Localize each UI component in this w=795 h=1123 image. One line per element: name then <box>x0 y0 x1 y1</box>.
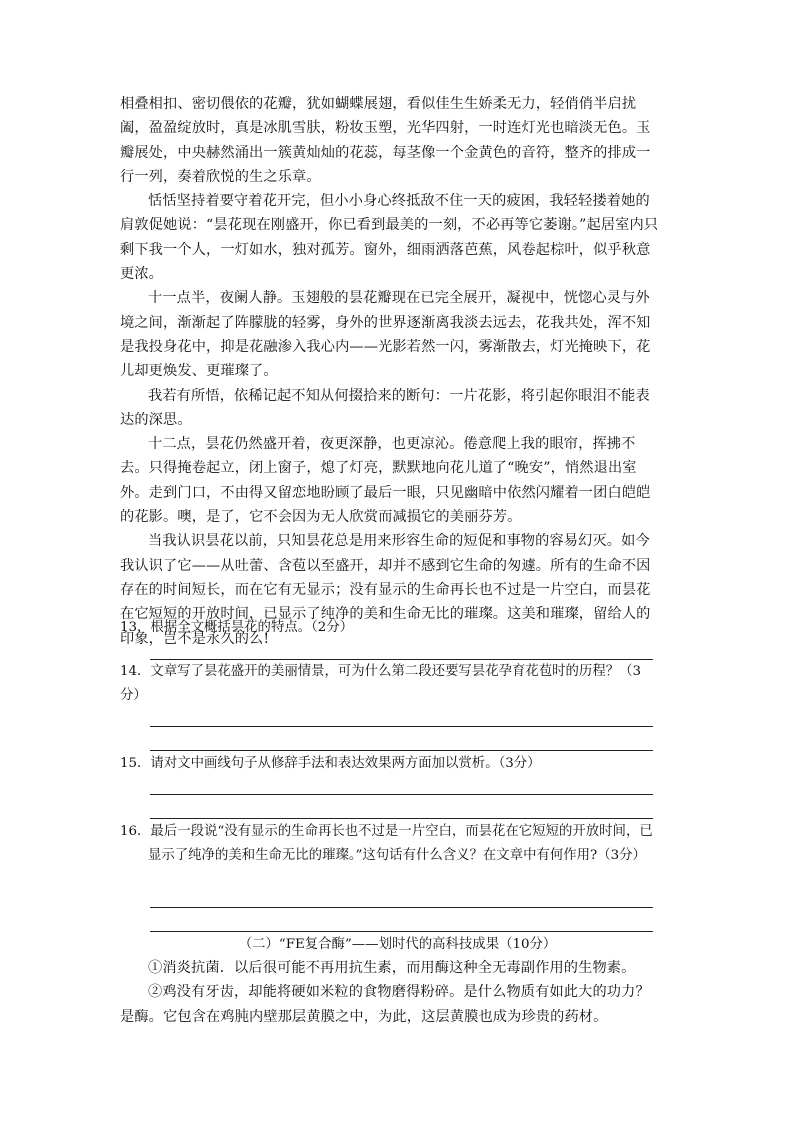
question-15-text: 15．请对文中画线句子从修辞手法和表达效果两方面加以赏析。（3分） <box>120 756 541 771</box>
section-2-body <box>120 956 660 1029</box>
passage-paragraph-3: 十一点半，夜阑人静。玉翅般的昙花瓣现在已完全展开，凝视中，恍惚心灵与外境之间，渐渐起了阵朦胧的轻雾，身外的世界逐渐离我淡去远去，花我共处，浑不知是我投身花中，抑是花融渗入我心内——光影若然一闪，雾渐散去，灯光掩映下，花儿却更焕发、更璀璨了。 <box>120 290 651 380</box>
question-16 <box>120 820 660 868</box>
question-13-text: 13．根据全文概括昙花的特点。（2分） <box>120 620 354 635</box>
answer-line-14b[interactable] <box>150 750 653 751</box>
answer-line-15b[interactable] <box>150 818 653 819</box>
answer-line-15a[interactable] <box>150 794 653 795</box>
answer-line-14a[interactable] <box>150 726 653 727</box>
question-14-text: 14．文章写了昙花盛开的美丽情景，可为什么第二段还要写昙花孕育花苞时的历程？（3分） <box>120 664 642 703</box>
passage-paragraph-5: 十二点，昙花仍然盛开着，夜更深静，也更凉沁。倦意爬上我的眼帘，挥拂不去。只得掩卷起立，闭上窗子，熄了灯亮，默默地向花儿道了“晚安”，悄然退出室外。走到门口，不由得又留恋地盼顾了最后一眼，只见幽暗中依然闪耀着一团白皑皑的花影。噢，是了，它不会因为无人欣赏而减损它的美丽芬芳。 <box>120 436 651 526</box>
section-2-paragraph-1: ①消炎抗菌．以后很可能不再用抗生素，而用酶这种全无毒副作用的生物素。 <box>148 960 636 976</box>
section-2-heading: （二）“FE复合酶”——划时代的高科技成果（10分） <box>238 937 557 952</box>
passage-paragraph-1: 相叠相扣、密切偎依的花瓣，犹如蝴蝶展翅，看似佳生生娇柔无力，轻俏俏半启扰阖，盈盈绽放时，真是冰肌雪肤，粉妆玉塑，光华四射，一时连灯光也暗淡无色。玉瓣展处，中央赫然涌出一簇黄灿灿的花蕊，每茎像一个金黄色的音符，整齐的排成一行一列，奏着欣悦的生之乐章。 <box>120 96 651 185</box>
question-13 <box>120 616 660 640</box>
question-16-text: 16．最后一段说“没有显示的生命再长也不过是一片空白，而昙花在它短短的开放时间，已显示了纯净的美和生命无比的璀璨。”这句话有什么含义？在文章中有何作用?（3分） <box>120 824 653 863</box>
answer-line-16b[interactable] <box>150 931 653 932</box>
section-2-paragraph-2: ②鸡没有牙齿，却能将硬如米粒的食物磨得粉碎。是什么物质有如此大的功力？是酶。它包含在鸡肫内壁那层黄膜之中，为此，这层黄膜也成为珍贵的药材。 <box>120 984 650 1025</box>
question-15 <box>120 752 660 776</box>
passage-paragraph-2: 恬恬坚持着要守着花开完，但小小身心终抵敌不住一天的疲困，我轻轻搂着她的肩敦促她说：“昙花现在刚盛开，你已看到最美的一刻，不必再等它萎谢。”起居室内只剩下我一个人，一灯如水，独对孤芳。窗外，细雨洒落芭蕉，风卷起棕叶，似乎秋意更浓。 <box>120 193 659 283</box>
passage-paragraph-4: 我若有所悟，依稀记起不知从何掇拾来的断句：一片花影，将引起你眼泪不能表达的深思。 <box>120 387 650 428</box>
passage-body <box>120 92 660 651</box>
answer-line-16a[interactable] <box>150 907 653 908</box>
passage-paragraph-6: 当我认识昙花以前，只知昙花总是用来形容生命的短促和事物的容易幻灭。如今我认识了它——从吐蕾、含苞以至盛开，却并不感到它生命的匆遽。所有的生命不因存在的时间短长，而在它有无显示；没有显示的生命再长也不过是一片空白，而昙花在它短短的开放时间，已显示了纯净的美和生命无比的璀璨。这美和璀璨，留给人的印象，岂不是永久的么! <box>120 533 651 647</box>
question-14 <box>120 660 660 708</box>
